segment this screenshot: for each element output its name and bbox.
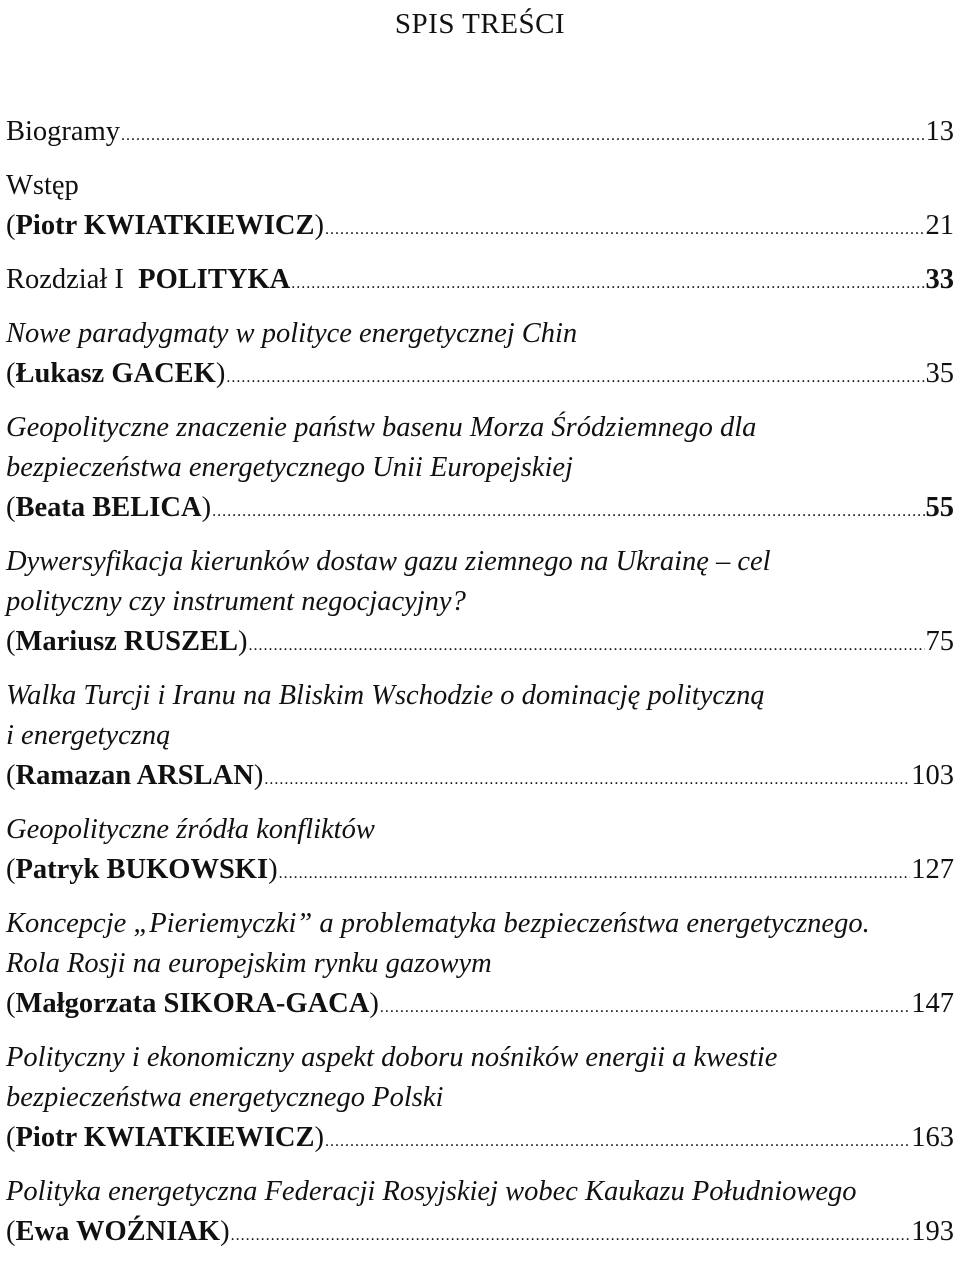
toc-entry-page-number: 35 [925,358,954,389]
toc-entry-suffix: ) [314,210,325,241]
toc-entry-leader-line [6,850,954,890]
toc-entry [6,904,954,1024]
toc-entry-title-line: Polityczny i ekonomiczny aspekt doboru nośników energii a kwestie [6,1042,778,1073]
dot-leader [325,1122,910,1162]
toc-entry-prefix: ( [6,988,16,1019]
toc-entry-title-line: Wstęp [6,170,79,201]
toc-entry-label [6,488,211,528]
toc-entry-suffix: ) [253,760,264,791]
toc-entry-title-line: i energetyczną [6,720,171,751]
toc-entry-prefix: Rozdział I [6,264,139,295]
toc-entry [6,1172,954,1252]
toc-entry-page-number: 103 [911,760,954,791]
toc-entry-leader-line [6,756,954,796]
dot-leader [291,264,924,304]
toc-entry-prefix: ( [6,854,16,885]
toc-entry-title-line: Dywersyfikacja kierunków dostaw gazu ziemnego na Ukrainę – cel [6,546,771,577]
toc-entry-title-line: Rola Rosji na europejskim rynku gazowym [6,948,492,979]
toc-entry-author: Ewa WOŹNIAK [15,1216,221,1247]
toc-entry-prefix: ( [6,626,16,657]
toc-entry-title-line: Polityka energetyczna Federacji Rosyjskiej wobec Kaukazu Południowego [6,1176,857,1207]
toc-entry-title-line: Nowe paradygmaty w polityce energetycznej Chin [6,318,578,349]
toc-entry-label [6,354,225,394]
toc-entry-prefix: ( [6,210,16,241]
page-title: SPIS TREŚCI [394,8,566,40]
dot-leader [248,626,924,666]
toc-entry-author: Mariusz RUSZEL [15,626,238,657]
toc-entry-prefix: ( [6,1216,16,1247]
toc-entry [6,260,954,300]
toc-entry-title-line: Walka Turcji i Iranu na Bliskim Wschodzie o dominację polityczną [6,680,765,711]
toc-entry [6,408,954,528]
toc-entry-suffix: ) [268,854,278,885]
toc-entry-leader-line [6,984,954,1024]
dot-leader [226,358,924,398]
toc-entry-suffix: ) [237,626,248,657]
toc-entry-title-line: Geopolityczne źródła konfliktów [6,814,375,845]
toc-entry-leader-line [6,206,954,246]
toc-entry [6,314,954,394]
dot-leader [325,210,924,250]
toc-entry-author: Piotr KWIATKIEWICZ [15,1122,315,1153]
toc-entry-page-number: 55 [925,492,954,523]
toc-entry-prefix: ( [6,1122,16,1153]
table-of-contents [6,112,954,1266]
toc-entry-label [6,850,278,890]
toc-entry-label [6,756,263,796]
toc-entry-author: Patryk BUKOWSKI [15,854,269,885]
toc-entry-author: Ramazan ARSLAN [15,760,254,791]
toc-entry-page-number: 33 [925,264,954,295]
toc-entry-title-line: bezpieczeństwa energetycznego Polski [6,1082,444,1113]
toc-entry-leader-line [6,112,954,152]
toc-entry-suffix: ) [369,988,379,1019]
toc-entry-page-number: 193 [911,1216,954,1247]
toc-entry-title-line: bezpieczeństwa energetycznego Unii Europejskiej [6,452,573,483]
toc-entry-suffix: ) [201,492,212,523]
toc-entry-page-number: 147 [911,988,954,1019]
toc-entry-leader-line [6,1118,954,1158]
toc-entry-author: Małgorzata SIKORA-GACA [15,988,370,1019]
toc-entry [6,810,954,890]
toc-entry-page-number: 21 [925,210,954,241]
toc-entry-prefix: ( [6,358,16,389]
toc-entry-leader-line [6,1212,954,1252]
toc-entry-page-number: 13 [925,116,954,147]
toc-entry-leader-line [6,354,954,394]
toc-entry-prefix: Biogramy [6,116,120,147]
toc-entry-label [6,984,379,1024]
toc-entry-label [6,622,247,662]
toc-entry-label [6,260,290,300]
toc-entry [6,166,954,246]
toc-entry-title-line: polityczny czy instrument negocjacyjny? [6,586,466,617]
toc-entry-author: Łukasz GACEK [15,358,216,389]
toc-entry-label [6,112,120,152]
toc-entry-author: POLITYKA [138,264,291,295]
dot-leader [279,854,911,894]
toc-entry-suffix: ) [314,1122,325,1153]
dot-leader [264,760,910,800]
toc-entry-label [6,1212,230,1252]
toc-entry-leader-line [6,260,954,300]
dot-leader [121,116,925,156]
toc-entry-label [6,206,324,246]
toc-entry-page-number: 163 [911,1122,954,1153]
toc-entry [6,112,954,152]
toc-entry-leader-line [6,488,954,528]
toc-entry-title-line: Geopolityczne znaczenie państw basenu Morza Śródziemnego dla [6,412,757,443]
toc-entry-leader-line [6,622,954,662]
toc-entry-page-number: 127 [911,854,954,885]
dot-leader [212,492,924,532]
toc-entry-author: Piotr KWIATKIEWICZ [15,210,315,241]
toc-entry [6,676,954,796]
toc-entry-page-number: 75 [925,626,954,657]
toc-entry-suffix: ) [215,358,226,389]
toc-entry-suffix: ) [220,1216,230,1247]
toc-entry-prefix: ( [6,760,16,791]
toc-entry-author: Beata BELICA [15,492,202,523]
dot-leader [231,1216,911,1256]
toc-entry-title-line: Koncepcje „Pieriemyczki” a problematyka bezpieczeństwa energetycznego. [6,908,870,939]
dot-leader [380,988,910,1028]
toc-entry-prefix: ( [6,492,16,523]
toc-entry [6,1038,954,1158]
toc-entry [6,542,954,662]
toc-entry-label [6,1118,324,1158]
